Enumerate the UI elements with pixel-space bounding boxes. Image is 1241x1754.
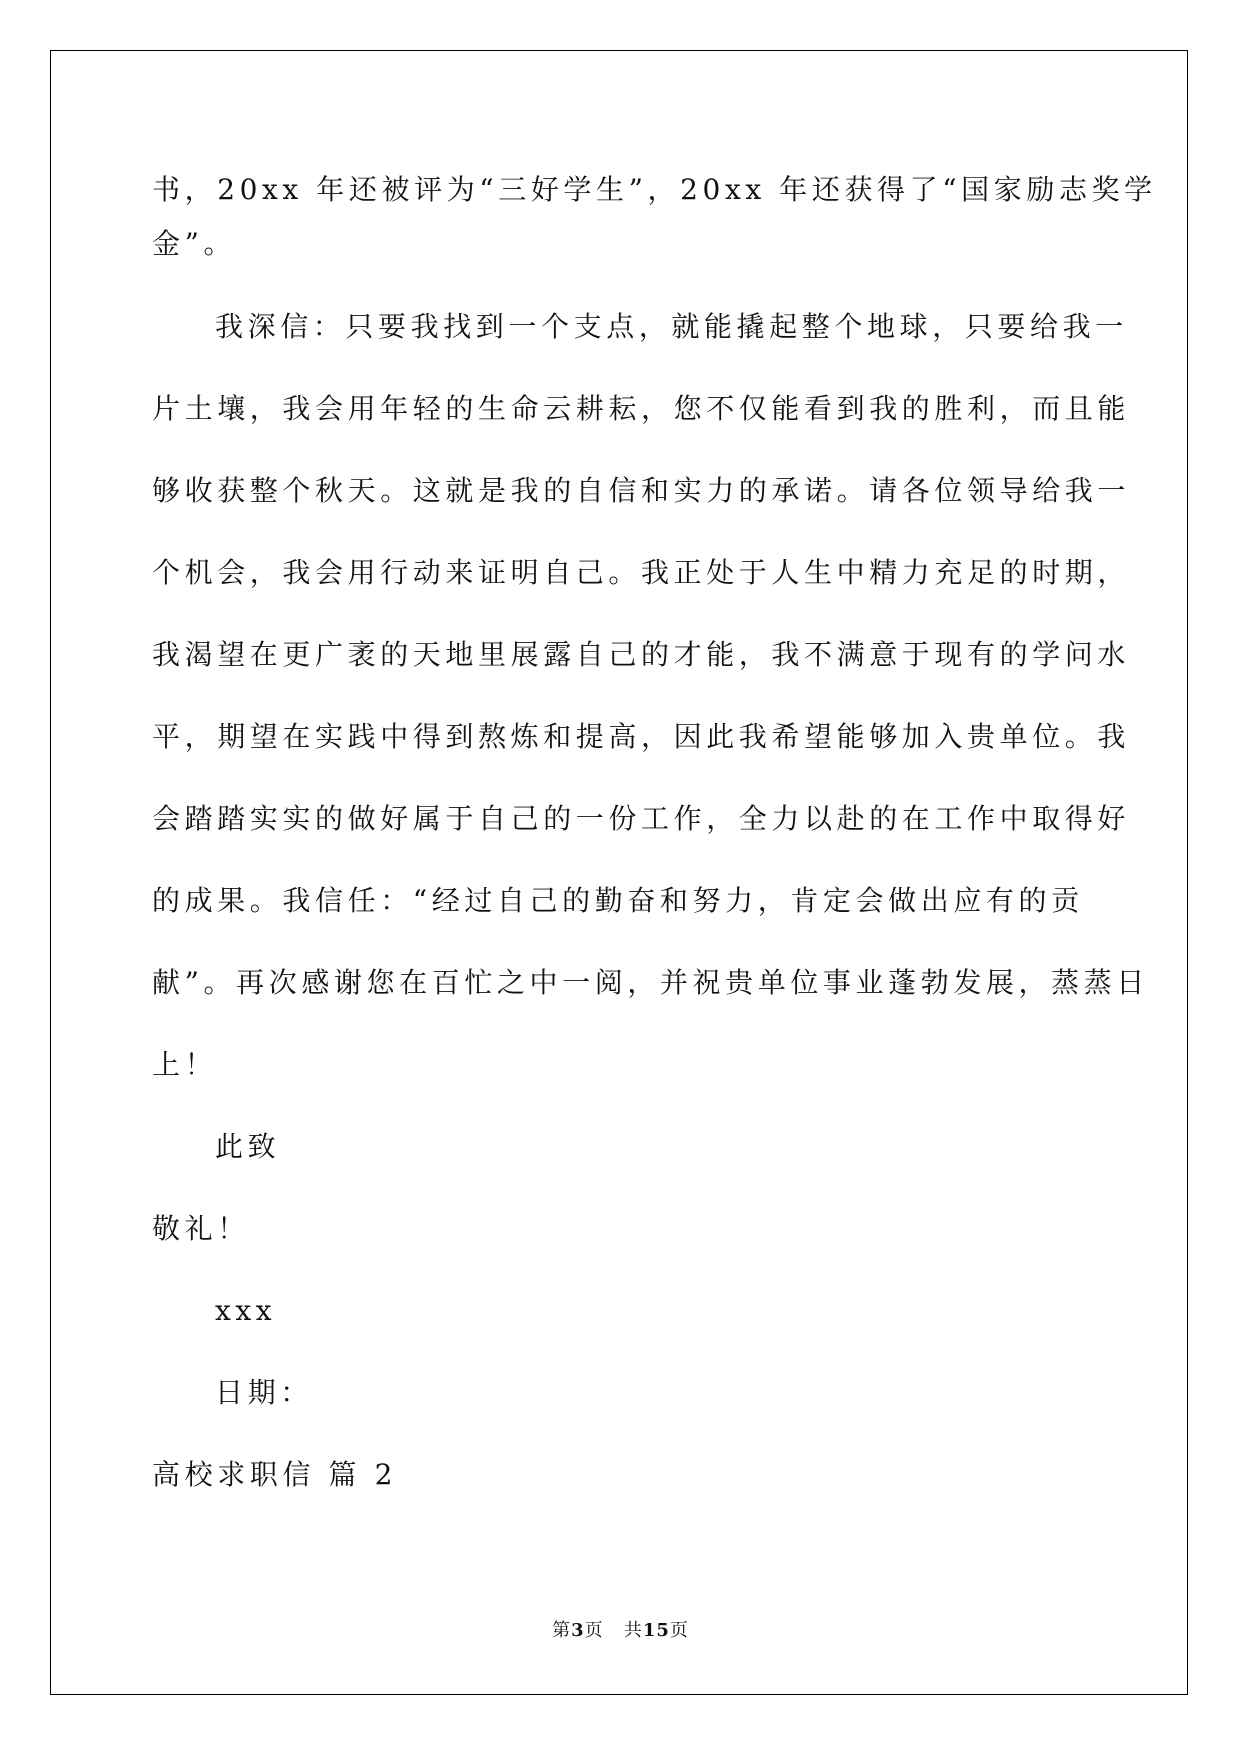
body-line-1: 书，20xx 年还被评为“三好学生”，20xx 年还获得了“国家励志奖学 (152, 173, 1157, 206)
body-line-11: 献”。再次感谢您在百忙之中一阅，并祝贵单位事业蓬勃发展，蒸蒸日 (152, 966, 1149, 999)
body-line-12: 上！ (152, 1048, 218, 1081)
body-line-10: 的成果。我信任：“经过自己的勤奋和努力，肯定会做出应有的贡 (152, 884, 1084, 917)
body-line-6: 个机会，我会用行动来证明自己。我正处于人生中精力充足的时期， (152, 556, 1131, 589)
signature-line: xxx (215, 1294, 277, 1327)
body-line-3: 我深信：只要我找到一个支点，就能撬起整个地球，只要给我一 (215, 310, 1128, 343)
body-line-8: 平，期望在实践中得到熬炼和提高，因此我希望能够加入贵单位。我 (152, 720, 1131, 753)
page-prefix: 第 (552, 1620, 572, 1641)
salute-line: 敬礼！ (152, 1212, 250, 1245)
page-suffix: 页 (584, 1620, 604, 1641)
page-border (50, 50, 1188, 1695)
body-line-2: 金”。 (152, 227, 237, 260)
page-number: 3 (571, 1620, 585, 1641)
body-line-4: 片土壤，我会用年轻的生命云耕耘，您不仅能看到我的胜利，而且能 (152, 392, 1131, 425)
body-line-7: 我渴望在更广袤的天地里展露自己的才能，我不满意于现有的学问水 (152, 638, 1131, 671)
next-section-heading: 高校求职信 篇 2 (152, 1458, 398, 1491)
total-prefix: 共 (623, 1620, 643, 1641)
body-line-5: 够收获整个秋天。这就是我的自信和实力的承诺。请各位领导给我一 (152, 474, 1131, 507)
total-pages: 15 (642, 1620, 670, 1641)
body-line-9: 会踏踏实实的做好属于自己的一份工作，全力以赴的在工作中取得好 (152, 802, 1131, 835)
page-footer (0, 1619, 1241, 1643)
closing-line: 此致 (215, 1130, 281, 1163)
total-suffix: 页 (669, 1620, 689, 1641)
date-line: 日期： (215, 1376, 313, 1409)
